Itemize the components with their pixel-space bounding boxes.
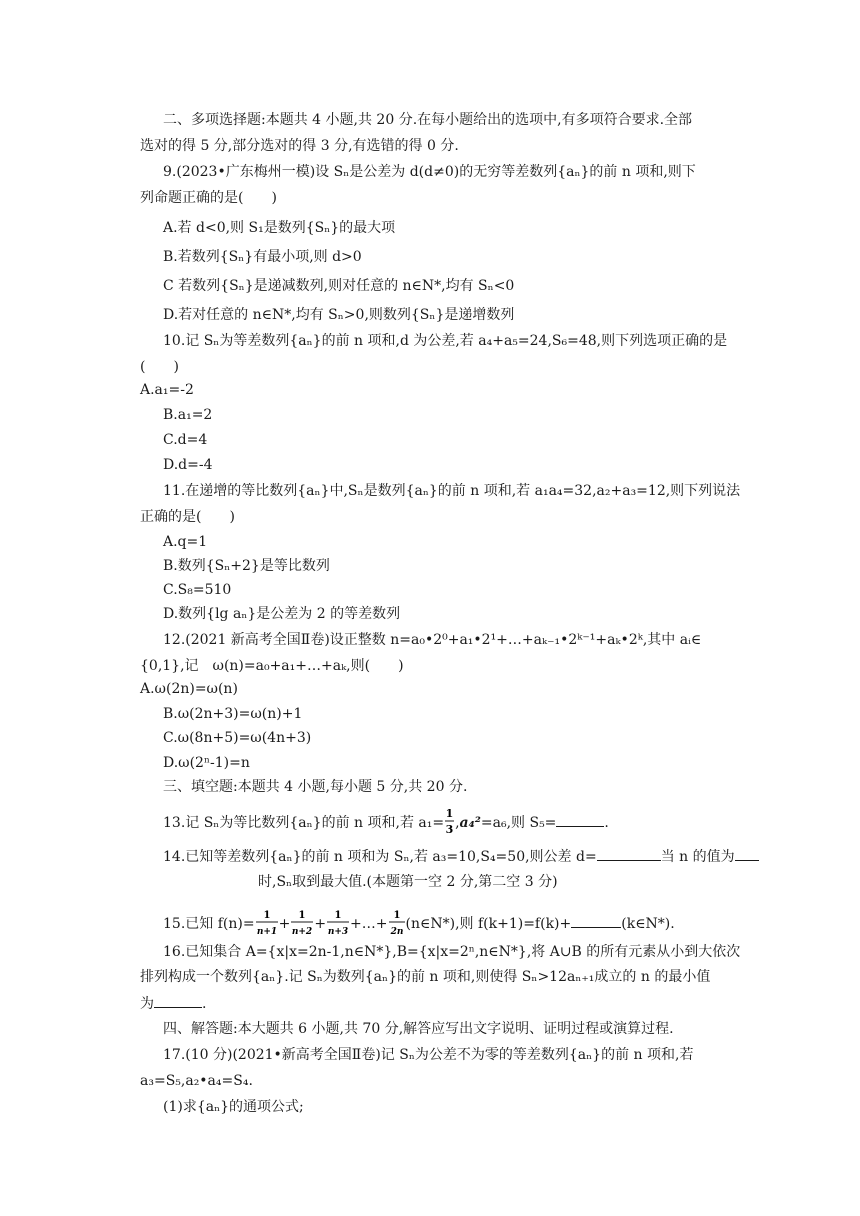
q11-option-a: A.q=1 xyxy=(163,534,208,550)
q12-option-a: A.ω(2n)=ω(n) xyxy=(140,681,238,697)
svg-text:1: 1 xyxy=(393,910,400,921)
q12-option-d: D.ω(2ⁿ-1)=n xyxy=(163,755,250,771)
q14-text-b: 当 n 的值为 xyxy=(660,849,735,865)
q16-text-b: . xyxy=(202,996,207,1012)
section-2-heading: 二、多项选择题:本题共 4 小题,共 20 分.在每小题给出的选项中,有多项符合要求.全部 xyxy=(163,112,693,128)
q14-answer-blank-1 xyxy=(597,846,661,861)
q14-answer-blank-2 xyxy=(735,846,759,861)
q13-squared-term: a₄² xyxy=(459,815,481,831)
q15-text-a: 15.已知 f(n)= xyxy=(163,916,255,932)
q9-option-a: A.若 d<0,则 S₁是数列{Sₙ}的最大项 xyxy=(163,220,396,236)
q10-option-c: C.d=4 xyxy=(163,432,208,448)
q10-option-a: A.a₁=-2 xyxy=(140,382,194,398)
q15-fraction-1 xyxy=(255,907,279,939)
q15-line: 15.已知 f(n)= 1 n+1 + 1 n+2 + 1 n+3 +…+ 1 2n (n∈N*),则 f(k+1)=f(k)+ (k∈N*). xyxy=(163,907,675,939)
q16-answer-blank xyxy=(154,993,202,1008)
svg-text:2n: 2n xyxy=(390,927,403,937)
q13-text-d: . xyxy=(604,815,609,831)
svg-text:1: 1 xyxy=(298,910,306,921)
q16-stem: 16.已知集合 A={x|x=2n-1,n∈N*},B={x|x=2ⁿ,n∈N*},将 A∪B 的所有元素从小到大依次 xyxy=(163,944,741,960)
q13-text-b: , xyxy=(455,815,460,831)
q13-fraction xyxy=(444,806,455,838)
q11-stem: 11.在递增的等比数列{aₙ}中,Sₙ是数列{aₙ}的前 n 项和,若 a₁a₄=32,a₂+a₃=12,则下列说法 xyxy=(163,483,741,499)
q10-stem-cont: ( ) xyxy=(140,359,179,375)
q13-text-a: 13.记 Sₙ为等比数列{aₙ}的前 n 项和,若 a₁= xyxy=(163,815,445,831)
q9-option-b: B.若数列{Sₙ}有最小项,则 d>0 xyxy=(163,249,362,265)
q14-line-cont: 时,Sₙ取到最大值.(本题第一空 2 分,第二空 3 分) xyxy=(258,874,558,890)
q12-option-c: C.ω(8n+5)=ω(4n+3) xyxy=(163,730,312,746)
svg-text:n+3: n+3 xyxy=(327,927,349,937)
q10-option-b: B.a₁=2 xyxy=(163,407,213,423)
q9-option-c: C 若数列{Sₙ}是递减数列,则对任意的 n∈N*,均有 Sₙ<0 xyxy=(163,278,515,294)
q17-part-1: (1)求{aₙ}的通项公式; xyxy=(163,1099,304,1115)
q13-text-c: =a₆,则 S₅= xyxy=(480,815,557,831)
q16-line-3 xyxy=(140,993,206,1014)
q11-option-d: D.数列{lg aₙ}是公差为 2 的等差数列 xyxy=(163,606,401,622)
q10-stem: 10.记 Sₙ为等差数列{aₙ}的前 n 项和,d 为公差,若 a₄+a₅=24,S₆=48,则下列选项正确的是 xyxy=(163,333,728,349)
q14-line xyxy=(163,846,759,867)
q15-text-b: (n∈N*),则 f(k+1)=f(k)+ xyxy=(405,916,572,932)
q9-stem: 9.(2023•广东梅州一模)设 Sₙ是公差为 d(d≠0)的无穷等差数列{aₙ}的前 n 项和,则下 xyxy=(163,164,696,180)
q13-answer-blank xyxy=(556,812,604,827)
q10-option-d: D.d=-4 xyxy=(163,457,213,473)
q15-fraction-2 xyxy=(290,907,314,939)
q13-frac-den: 3 xyxy=(445,823,454,836)
section-4-heading: 四、解答题:本大题共 6 小题,共 70 分,解答应写出文字说明、证明过程或演算过程. xyxy=(163,1021,674,1037)
svg-text:n+1: n+1 xyxy=(256,927,277,937)
svg-text:1: 1 xyxy=(334,910,342,921)
q17-stem-cont: a₃=S₅,a₂•a₄=S₄. xyxy=(140,1073,253,1089)
q15-fraction-3 xyxy=(326,907,350,939)
q11-option-c: C.S₈=510 xyxy=(163,582,232,598)
q11-stem-cont: 正确的是( ) xyxy=(140,509,235,525)
q15-fraction-4 xyxy=(388,907,406,939)
q9-stem-cont: 列命题正确的是( ) xyxy=(140,190,277,206)
q16-text-a: 为 xyxy=(140,996,154,1012)
q12-option-b: B.ω(2n+3)=ω(n)+1 xyxy=(163,706,303,722)
q13-frac-num: 1 xyxy=(445,807,454,820)
q12-stem-cont: {0,1},记 ω(n)=a₀+a₁+…+aₖ,则( ) xyxy=(140,658,404,674)
q9-option-d: D.若对任意的 n∈N*,均有 Sₙ>0,则数列{Sₙ}是递增数列 xyxy=(163,307,515,323)
q13-line xyxy=(163,806,609,838)
q11-option-b: B.数列{Sₙ+2}是等比数列 xyxy=(163,558,330,574)
q16-stem-cont: 排列构成一个数列{aₙ}.记 Sₙ为数列{aₙ}的前 n 项和,则使得 Sₙ>12aₙ₊₁成立的 n 的最小值 xyxy=(140,969,711,985)
q12-stem: 12.(2021 新高考全国Ⅱ卷)设正整数 n=a₀•2⁰+a₁•2¹+…+aₖ₋₁•2ᵏ⁻¹+aₖ•2ᵏ,其中 aᵢ∈ xyxy=(163,632,702,648)
q15-answer-blank xyxy=(571,913,621,928)
section-2-heading-cont: 选对的得 5 分,部分选对的得 3 分,有选错的得 0 分. xyxy=(140,138,459,154)
svg-text:1: 1 xyxy=(263,910,271,921)
section-3-heading: 三、填空题:本题共 4 小题,每小题 5 分,共 20 分. xyxy=(163,779,468,795)
q15-text-c: (k∈N*). xyxy=(621,916,675,932)
svg-text:n+2: n+2 xyxy=(292,927,313,937)
q17-stem: 17.(10 分)(2021•新高考全国Ⅱ卷)记 Sₙ为公差不为零的等差数列{aₙ}的前 n 项和,若 xyxy=(163,1047,694,1063)
q14-text-a: 14.已知等差数列{aₙ}的前 n 项和为 Sₙ,若 a₃=10,S₄=50,则公差 d= xyxy=(163,849,597,865)
